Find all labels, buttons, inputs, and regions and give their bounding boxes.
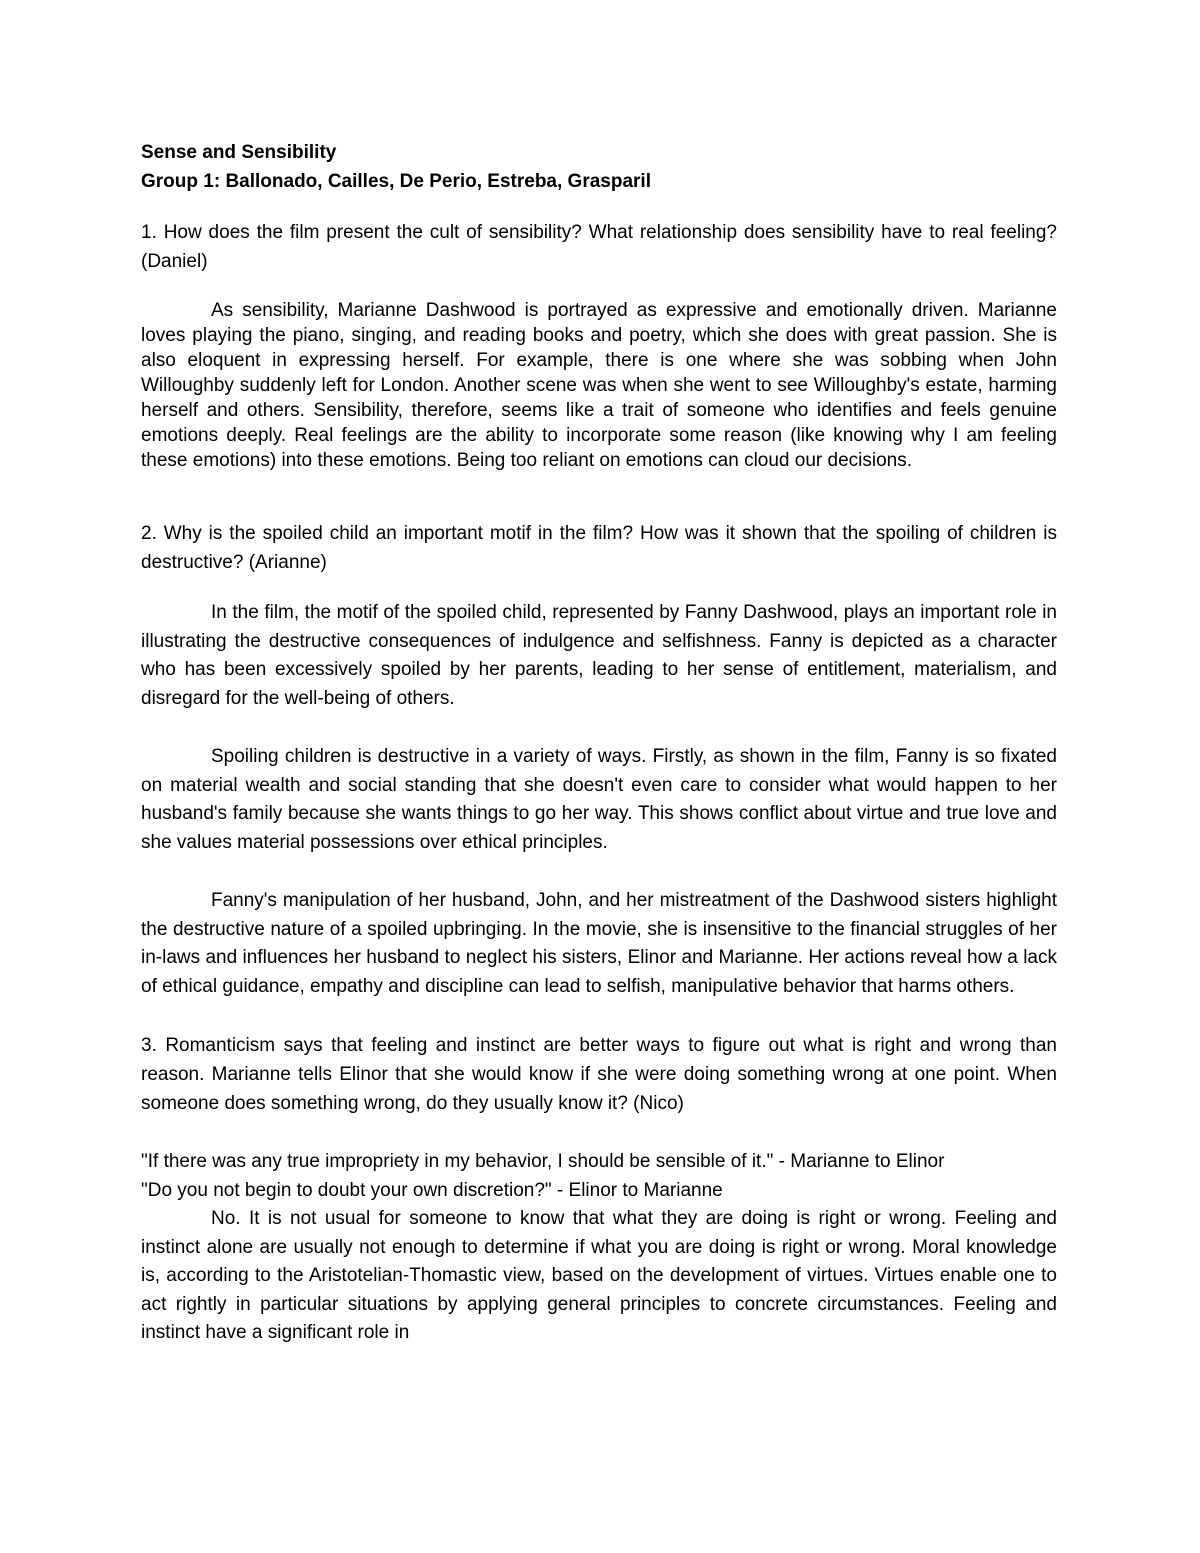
answer-1: As sensibility, Marianne Dashwood is portrayed as expressive and emotionally driven. Marianne loves playing the piano, singing, and reading books and poetry, which she does with great passion. She is also eloquent in expressing herself. For example, there is one where she was sobbing when John Willoughby suddenly left for London. Another scene was when she went to see Willoughby's estate, harming herself and others. Sensibility, therefore, seems like a trait of someone who identifies and feels genuine emotions deeply. Real feelings are the ability to incorporate some reason (like knowing why I am feeling these emotions) into these emotions. Being too reliant on emotions can cloud our decisions.	[141, 300, 1057, 471]
spacer	[141, 473, 1057, 519]
answer-2-paragraph: Spoiling children is destructive in a variety of ways. Firstly, as shown in the film, Fanny is so fixated on material wealth and social standing that she doesn't even care to consider what would happen to her husband's family because she wants things to go her way. This shows conflict about virtue and true love and she values material possessions over ethical principles.	[141, 746, 1057, 853]
quote-marianne: "If there was any true impropriety in my behavior, I should be sensible of it." - Marianne to Elinor	[141, 1151, 945, 1172]
spacer	[141, 577, 1057, 599]
question-1: 1. How does the film present the cult of sensibility? What relationship does sensibility have to real feeling? (Daniel)	[141, 222, 1057, 272]
spacer	[141, 276, 1057, 298]
document-title: Sense and Sensibility	[141, 142, 337, 163]
document-page	[141, 138, 1057, 1348]
group-members: Group 1: Ballonado, Cailles, De Perio, Estreba, Grasparil	[141, 171, 651, 192]
answer-3: No. It is not usual for someone to know that what they are doing is right or wrong. Feeling and instinct alone are usually not enough to determine if what you are doing is right or wrong. Moral knowledge is, according to the Aristotelian-Thomastic view, based on the development of virtues. Virtues enable one to act rightly in particular situations by applying general principles to concrete circumstances. Feeling and instinct have a significant role in	[141, 1208, 1057, 1343]
answer-2-paragraph: Fanny's manipulation of her husband, John, and her mistreatment of the Dashwood sisters highlight the destructive nature of a spoiled upbringing. In the movie, she is insensitive to the financial struggles of her in-laws and influences her husband to neglect his sisters, Elinor and Marianne. Her actions reveal how a lack of ethical guidance, empathy and discipline can lead to selfish, manipulative behavior that harms others.	[141, 890, 1057, 997]
spacer	[141, 857, 1057, 887]
quote-elinor: "Do you not begin to doubt your own discretion?" - Elinor to Marianne	[141, 1179, 723, 1201]
spacer	[141, 713, 1057, 743]
spacer	[141, 1001, 1057, 1031]
question-2: 2. Why is the spoiled child an important motif in the film? How was it shown that the spoiling of children is destructive? (Arianne)	[141, 523, 1057, 573]
question-3: 3. Romanticism says that feeling and instinct are better ways to figure out what is right and wrong than reason. Marianne tells Elinor that she would know if she were doing something wrong at one point. When someone does something wrong, do they usually know it? (Nico)	[141, 1035, 1057, 1114]
answer-2-paragraph: In the film, the motif of the spoiled child, represented by Fanny Dashwood, plays an important role in illustrating the destructive consequences of indulgence and selfishness. Fanny is depicted as a character who has been excessively spoiled by her parents, leading to her sense of entitlement, materialism, and disregard for the well-being of others.	[141, 602, 1057, 709]
spacer	[141, 1118, 1057, 1148]
